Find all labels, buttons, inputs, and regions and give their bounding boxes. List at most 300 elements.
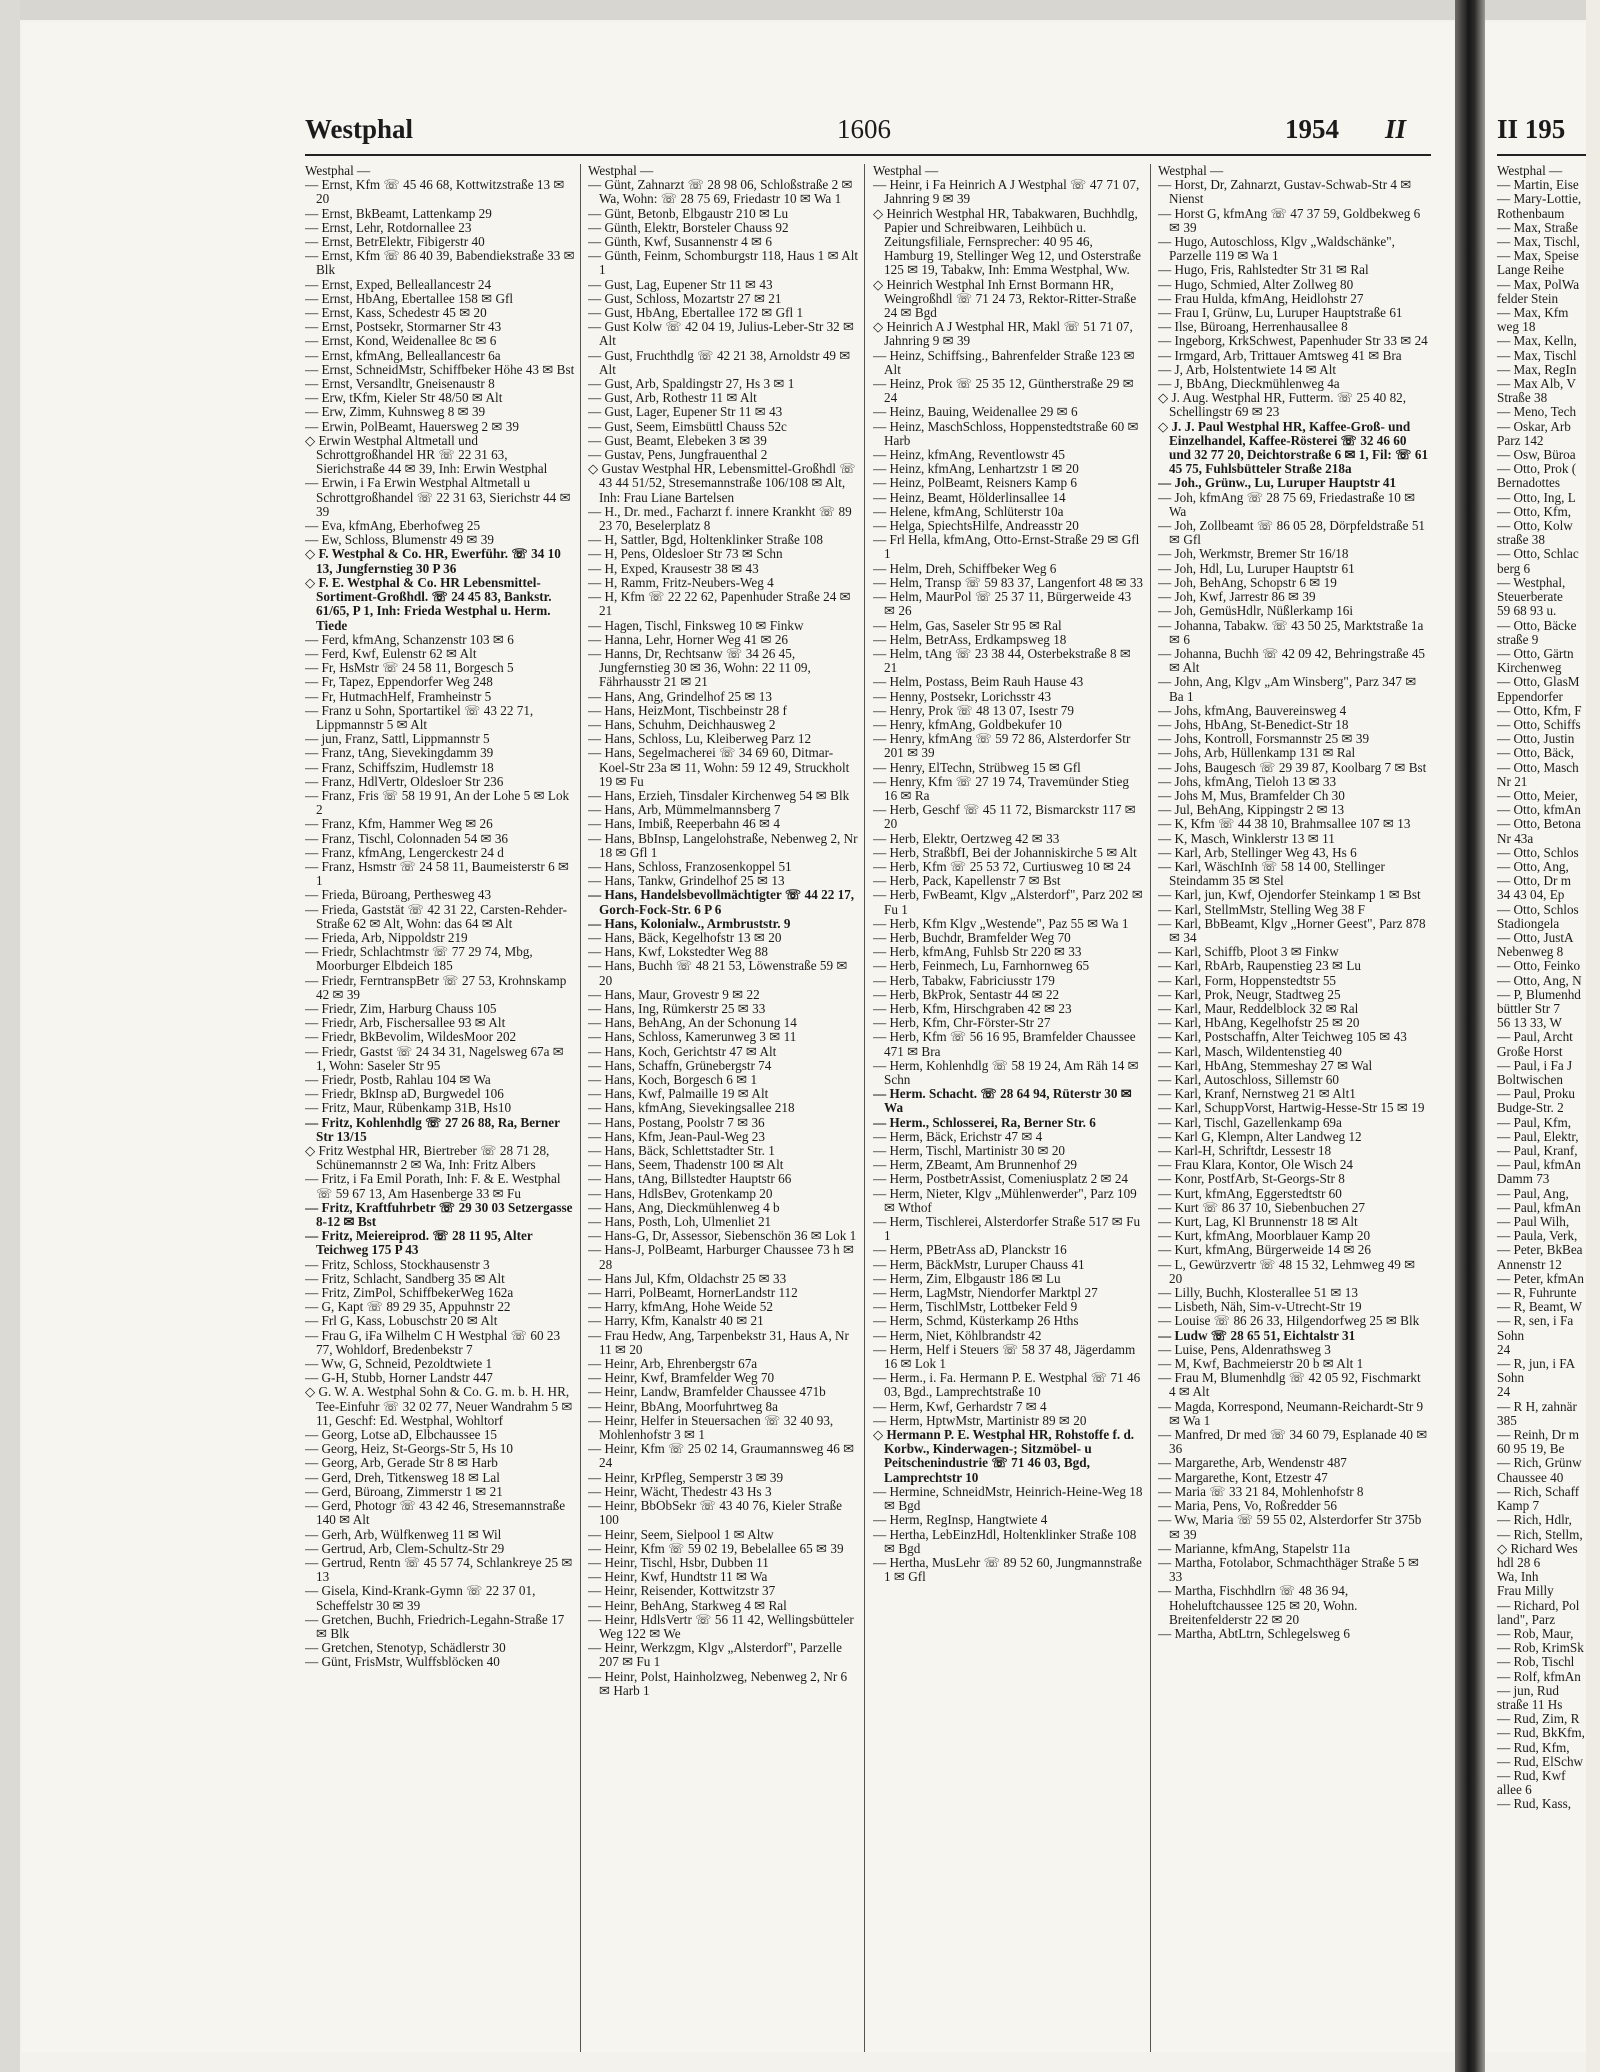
facing-page-entry: 385 bbox=[1497, 1412, 1517, 1428]
directory-entry: — Ernst, SchneidMstr, Schiffbeker Höhe 43 ✉ Bst bbox=[305, 361, 575, 377]
directory-entry: — Heinz, Schiffsing., Bahrenfelder Straße 123 ✉ Alt bbox=[873, 347, 1135, 377]
directory-entry: ◇ G. W. A. Westphal Sohn & Co. G. m. b. H. HR, Tee-Einfuhr ☏ 32 02 77, Neuer Wandrahm 5 ✉ 11, Geschf: Ed. Westphal, Wohltorf bbox=[305, 1384, 573, 1428]
directory-entry: — Hans, Schloss, Franzosenkoppel 51 bbox=[588, 858, 792, 874]
directory-entry: — Herm, Tischlerei, Alsterdorfer Straße 517 ✉ Fu 1 bbox=[873, 1214, 1141, 1244]
directory-entry: ◇ Fritz Westphal HR, Biertreber ☏ 28 71 28, Schünemannstr 2 ✉ Wa, Inh: Fritz Albers bbox=[305, 1143, 550, 1173]
facing-page-entry: — R, sen, i Fa bbox=[1497, 1313, 1574, 1329]
facing-page-entry: — Rud, Kwf bbox=[1497, 1767, 1566, 1783]
facing-page-entry: straße 9 bbox=[1497, 631, 1539, 647]
directory-entry: — H, Pens, Oldesloer Str 73 ✉ Schn bbox=[588, 546, 783, 562]
facing-page-rule bbox=[1497, 154, 1586, 156]
directory-entry: — Heinr, Tischl, Hsbr, Dubben 11 bbox=[588, 1554, 769, 1570]
directory-entry: — Georg, Arb, Gerade Str 8 ✉ Harb bbox=[305, 1455, 498, 1471]
header-page-number: 1606 bbox=[837, 114, 891, 144]
directory-entry: — John, Ang, Klgv „Am Winsberg", Parz 347 ✉ Ba 1 bbox=[1158, 674, 1417, 704]
directory-entry: — Friedr, Gastst ☏ 24 34 31, Nagelsweg 67a ✉ 1, Wohn: Saseler Str 95 bbox=[305, 1043, 564, 1073]
column-divider bbox=[1150, 164, 1151, 2052]
facing-page-entry: Stadiongela bbox=[1497, 915, 1560, 931]
directory-entry: — Herb, Kfm Klgv „Westende", Paz 55 ✉ Wa 1 bbox=[873, 915, 1129, 931]
directory-entry: — Günth, Feinm, Schomburgstr 118, Haus 1 ✉ Alt 1 bbox=[588, 248, 859, 278]
directory-entry: — Hans, BehAng, An der Schonung 14 bbox=[588, 1015, 797, 1031]
directory-entry: — Herm, Kwf, Gerhardstr 7 ✉ 4 bbox=[873, 1398, 1047, 1414]
directory-entry: — Hans, Maur, Grovestr 9 ✉ 22 bbox=[588, 986, 760, 1002]
directory-entry: — Georg, Heiz, St-Georgs-Str 5, Hs 10 bbox=[305, 1441, 513, 1457]
directory-entry: — Hans, Koch, Gerichtstr 47 ✉ Alt bbox=[588, 1043, 777, 1059]
facing-page-entry: 56 13 33, W bbox=[1497, 1015, 1562, 1031]
facing-page-entry: berg 6 bbox=[1497, 560, 1531, 576]
directory-entry: — Ernst, Kond, Weidenallee 8c ✉ 6 bbox=[305, 333, 497, 349]
directory-entry: — Gust, Lager, Eupener Str 11 ✉ 43 bbox=[588, 404, 783, 420]
directory-entry: — Joh, GemüsHdlr, Nüßlerkamp 16i bbox=[1158, 603, 1354, 619]
directory-entry: — Frau Hulda, kfmAng, Heidlohstr 27 bbox=[1158, 290, 1364, 306]
facing-page-entry: allee 6 bbox=[1497, 1782, 1532, 1798]
directory-entry: — Hans, Schloss, Lu, Kleiberweg Parz 12 bbox=[588, 731, 812, 747]
directory-entry: — Günt, FrisMstr, Wulffsblöcken 40 bbox=[305, 1654, 500, 1670]
directory-entry: — Hanna, Lehr, Horner Weg 41 ✉ 26 bbox=[588, 631, 789, 647]
directory-entry: — Irmgard, Arb, Trittauer Amtsweg 41 ✉ Bra bbox=[1158, 347, 1402, 363]
directory-entry: — Ludw ☏ 28 65 51, Eichtalstr 31 bbox=[1158, 1327, 1356, 1343]
directory-entry: — Frl Hella, kfmAng, Otto-Ernst-Straße 29 ✉ Gfl 1 bbox=[873, 532, 1140, 562]
facing-page-entry: — Max, Kfm bbox=[1497, 305, 1569, 321]
directory-entry: ◇ F. E. Westphal & Co. HR Lebensmittel-Sortiment-Großhdl. ☏ 24 45 83, Bankstr. 61/65, P 1, Inh: Frieda Westphal u. Herm. Tiede bbox=[305, 574, 552, 633]
directory-entry: — Kurt ☏ 86 37 10, Siebenbuchen 27 bbox=[1158, 1199, 1365, 1215]
directory-entry: — Erwin, i Fa Erwin Westphal Altmetall u Schrottgroßhandel ☏ 22 31 63, Sierichstr 44 ✉ 39 bbox=[305, 475, 571, 519]
facing-page-entry: Sohn bbox=[1497, 1327, 1525, 1343]
directory-entry: — Joh, Hdl, Lu, Luruper Hauptstr 61 bbox=[1158, 560, 1355, 576]
directory-entry: — Johs, kfmAng, Tieloh 13 ✉ 33 bbox=[1158, 773, 1337, 789]
facing-page-entry: Kirchenweg bbox=[1497, 660, 1562, 676]
facing-page-entry: — Max, RegIn bbox=[1497, 361, 1577, 377]
directory-entry: — Herm, Bäck, Erichstr 47 ✉ 4 bbox=[873, 1128, 1043, 1144]
facing-page-entry: Nr 43a bbox=[1497, 830, 1534, 846]
directory-entry: ◇ Gustav Westphal HR, Lebensmittel-Großhdl ☏ 43 44 51/52, Stresemannstraße 106/108 ✉ Alt, Inh: Frau Liane Bartelsen bbox=[588, 461, 856, 505]
header-volume: II bbox=[1385, 114, 1407, 144]
facing-page-entry: — Otto, Kfm, bbox=[1497, 503, 1571, 519]
directory-entry: — Franz, Schiffszim, Hudlemstr 18 bbox=[305, 759, 494, 775]
directory-entry: — Hans, Erzieh, Tinsdaler Kirchenweg 54 ✉ Blk bbox=[588, 787, 850, 803]
directory-entry: — Gust, Seem, Eimsbüttl Chauss 52c bbox=[588, 418, 787, 434]
facing-page-entry: — Otto, Betona bbox=[1497, 816, 1581, 832]
facing-page-entry: — Paul, kfmAn bbox=[1497, 1199, 1581, 1215]
directory-entry: — Ww, G, Schneid, Pezoldtwiete 1 bbox=[305, 1356, 493, 1372]
facing-page-entry: Sohn bbox=[1497, 1370, 1525, 1386]
directory-entry: — Herb, FwBeamt, Klgv „Alsterdorf", Parz 202 ✉ Fu 1 bbox=[873, 887, 1143, 917]
directory-entry: — Hans, Schloss, Kamerunweg 3 ✉ 11 bbox=[588, 1029, 797, 1045]
facing-page-entry: — Otto, Schlos bbox=[1497, 844, 1579, 860]
directory-entry: — Herm, PostbetrAssist, Comeniusplatz 2 ✉ 24 bbox=[873, 1171, 1129, 1187]
facing-page-entry: — Otto, Dr m bbox=[1497, 873, 1571, 889]
directory-entry: — Heinr, BbAng, Moorfuhrtweg 8a bbox=[588, 1398, 778, 1414]
directory-entry: — Fritz, Schloss, Stockhausenstr 3 bbox=[305, 1256, 490, 1272]
directory-entry: — Joh, Werkmstr, Bremer Str 16/18 bbox=[1158, 546, 1349, 562]
facing-page-entry: — Paul Wilh, bbox=[1497, 1214, 1570, 1230]
directory-entry: — Helm, BetrAss, Erdkampsweg 18 bbox=[873, 631, 1067, 647]
directory-entry: — Franz, tAng, Sievekingdamm 39 bbox=[305, 745, 494, 761]
facing-page-entry: — R H, zahnär bbox=[1497, 1398, 1577, 1414]
directory-entry: — Karl, RbArb, Raupenstieg 23 ✉ Lu bbox=[1158, 958, 1361, 974]
directory-entry: — Gerd, Photogr ☏ 43 42 46, Stresemannstraße 140 ✉ Alt bbox=[305, 1498, 566, 1528]
directory-entry: — Hans, Kolonialw., Armbruststr. 9 bbox=[588, 915, 791, 931]
directory-entry: — Helm, Transp ☏ 59 83 37, Langenfort 48 ✉ 33 bbox=[873, 574, 1144, 590]
directory-entry: — Ilse, Büroang, Herrenhausallee 8 bbox=[1158, 319, 1348, 335]
directory-entry: — Gust, Fruchthdlg ☏ 42 21 38, Arnoldstr 49 ✉ Alt bbox=[588, 347, 851, 377]
directory-entry: — Hans, BbInsp, Langelohstraße, Nebenweg 2, Nr 18 ✉ Gfl 1 bbox=[588, 830, 858, 860]
directory-entry: — Herm, LagMstr, Niendorfer Marktpl 27 bbox=[873, 1285, 1098, 1301]
directory-entry: — H., Dr. med., Facharzt f. innere Krankht ☏ 89 23 70, Beselerplatz 8 bbox=[588, 503, 852, 534]
facing-page-entry: Annenstr 12 bbox=[1497, 1256, 1562, 1272]
directory-entry: — Herm, BäckMstr, Luruper Chauss 41 bbox=[873, 1256, 1085, 1272]
directory-entry: — Henny, Postsekr, Lorichsstr 43 bbox=[873, 688, 1052, 704]
directory-entry: — Karl, Schiffb, Ploot 3 ✉ Finkw bbox=[1158, 944, 1339, 960]
directory-entry: — Frau Hedw, Ang, Tarpenbekstr 31, Haus A, Nr 11 ✉ 20 bbox=[588, 1327, 849, 1357]
facing-page-entry: — Rolf, kfmAn bbox=[1497, 1668, 1581, 1684]
facing-page-entry: — Otto, Kfm, F bbox=[1497, 702, 1582, 718]
directory-entry: — Hertha, MusLehr ☏ 89 52 60, Jungmannstraße 1 ✉ Gfl bbox=[873, 1554, 1142, 1585]
directory-entry: — Frieda, Büroang, Perthesweg 43 bbox=[305, 887, 492, 903]
directory-entry: — Heinr, Landw, Bramfelder Chaussee 471b bbox=[588, 1384, 826, 1400]
directory-entry: — Karl, Masch, Wildentenstieg 40 bbox=[1158, 1043, 1342, 1059]
directory-entry: — Fritz, Kohlenhdlg ☏ 27 26 88, Ra, Berner Str 13/15 bbox=[305, 1114, 560, 1144]
facing-page-entry: — Paul, Archt bbox=[1497, 1029, 1573, 1045]
directory-entry: — Jul, BehAng, Kippingstr 2 ✉ 13 bbox=[1158, 802, 1345, 818]
facing-page-entry: — Paul, i Fa J bbox=[1497, 1057, 1573, 1073]
directory-entry: — Franz u Sohn, Sportartikel ☏ 43 22 71, Lippmannstr 5 ✉ Alt bbox=[305, 702, 534, 732]
directory-entry: — Karl, WäschInh ☏ 58 14 00, Stellinger Steindamm 35 ✉ Stel bbox=[1158, 858, 1385, 889]
facing-page-entry: land", Parz bbox=[1497, 1611, 1556, 1627]
facing-page-entry: — Rob, Maur, bbox=[1497, 1625, 1574, 1641]
directory-entry: — Heinz, Bauing, Weidenallee 29 ✉ 6 bbox=[873, 404, 1078, 420]
directory-entry: — Fr, HutmachHelf, Framheinstr 5 bbox=[305, 688, 492, 704]
directory-entry: — Herm, PBetrAss aD, Planckstr 16 bbox=[873, 1242, 1067, 1258]
facing-page-entry: — R, Beamt, W bbox=[1497, 1299, 1583, 1315]
facing-page-entry: — Reinh, Dr m bbox=[1497, 1427, 1580, 1443]
directory-entry: — Gretchen, Stenotyp, Schädlerstr 30 bbox=[305, 1640, 506, 1656]
directory-entry: — Fr, Tapez, Eppendorfer Weg 248 bbox=[305, 674, 493, 690]
directory-entry: — Kurt, kfmAng, Bürgerweide 14 ✉ 26 bbox=[1158, 1242, 1371, 1258]
facing-page-entry: — Rud, BkKfm, bbox=[1497, 1725, 1585, 1741]
facing-page-entry: Damm 73 bbox=[1497, 1171, 1550, 1187]
directory-entry: — Karl, Arb, Stellinger Weg 43, Hs 6 bbox=[1158, 844, 1357, 860]
directory-entry: — Harri, PolBeamt, HornerLandstr 112 bbox=[588, 1285, 798, 1301]
column-head: Westphal — bbox=[305, 164, 371, 178]
directory-entry: — Helm, MaurPol ☏ 25 37 11, Bürgerweide 43 ✉ 26 bbox=[873, 589, 1132, 619]
directory-entry: — Helm, tAng ☏ 23 38 44, Osterbekstraße 8 ✉ 21 bbox=[873, 645, 1131, 676]
directory-entry: — Hans, Imbiß, Reeperbahn 46 ✉ 4 bbox=[588, 816, 780, 832]
directory-entry: — Frau M, Blumenhdlg ☏ 42 05 92, Fischmarkt 4 ✉ Alt bbox=[1158, 1370, 1421, 1400]
directory-entry: — Joh, kfmAng ☏ 28 75 69, Friedastraße 10 ✉ Wa bbox=[1158, 489, 1416, 519]
directory-entry: — Konr, PostfArb, St-Georgs-Str 8 bbox=[1158, 1171, 1345, 1187]
directory-entry: — Herb, Kfm, Hirschgraben 42 ✉ 23 bbox=[873, 1000, 1072, 1016]
directory-entry: — Ww, Maria ☏ 59 55 02, Alsterdorfer Str 375b ✉ 39 bbox=[1158, 1512, 1422, 1542]
directory-entry: — Günt, Betonb, Elbgaustr 210 ✉ Lu bbox=[588, 205, 789, 221]
facing-page-entry: — Rich, Grünw bbox=[1497, 1455, 1582, 1471]
directory-entry: — Herb, BkProk, Sentastr 44 ✉ 22 bbox=[873, 986, 1060, 1002]
directory-entry: — Heinz, PolBeamt, Reisners Kamp 6 bbox=[873, 475, 1078, 491]
facing-page-entry: — Rich, Schaff bbox=[1497, 1483, 1580, 1499]
facing-page-entry: Westphal — bbox=[1497, 163, 1563, 178]
directory-entry: — Joh, Kwf, Jarrestr 86 ✉ 39 bbox=[1158, 589, 1316, 605]
directory-entry: — Hagen, Tischl, Finksweg 10 ✉ Finkw bbox=[588, 617, 804, 633]
directory-entry: — Hermine, SchneidMstr, Heinrich-Heine-Weg 18 ✉ Bgd bbox=[873, 1483, 1143, 1514]
directory-entry: — Marianne, kfmAng, Stapelstr 11a bbox=[1158, 1540, 1351, 1556]
directory-entry: — Ernst, BkBeamt, Lattenkamp 29 bbox=[305, 205, 492, 221]
directory-entry: — Gerd, Dreh, Titkensweg 18 ✉ Lal bbox=[305, 1469, 500, 1485]
directory-entry: — Fritz, i Fa Emil Porath, Inh: F. & E. Westphal ☏ 59 67 13, Am Hasenberge 33 ✉ Fu bbox=[305, 1171, 561, 1201]
directory-entry: — J, Arb, Holstentwiete 14 ✉ Alt bbox=[1158, 361, 1337, 377]
directory-entry: — Günth, Elektr, Borsteler Chauss 92 bbox=[588, 219, 789, 235]
directory-entry: — Ernst, Kass, Schedestr 45 ✉ 20 bbox=[305, 305, 487, 321]
facing-page-entry: — Otto, Ang, bbox=[1497, 858, 1569, 874]
directory-entry: — Herb, Kfm ☏ 56 16 95, Bramfelder Chaussee 471 ✉ Bra bbox=[873, 1029, 1136, 1059]
directory-entry: — Henry, ElTechn, Strübweg 15 ✉ Gfl bbox=[873, 759, 1081, 775]
directory-entry: — Heinr, i Fa Heinrich A J Westphal ☏ 47 71 07, Jahnring 9 ✉ 39 bbox=[873, 177, 1140, 207]
directory-entry: — jun, Franz, Sattl, Lippmannstr 5 bbox=[305, 731, 490, 747]
facing-page-entry: — Oskar, Arb bbox=[1497, 418, 1571, 434]
facing-page-entry: — Paula, Verk, bbox=[1497, 1228, 1578, 1244]
directory-entry: — Herm, Niet, Köhlbrandstr 42 bbox=[873, 1327, 1042, 1343]
directory-entry: — Herm., i. Fa. Hermann P. E. Westphal ☏ 71 46 03, Bgd., Lamprechtstraße 10 bbox=[873, 1370, 1141, 1400]
directory-entry: — Hans, Schuhm, Deichhausweg 2 bbox=[588, 716, 776, 732]
directory-entry: — Heinr, BehAng, Starkweg 4 ✉ Ral bbox=[588, 1597, 787, 1613]
facing-page-entry: Chaussee 40 bbox=[1497, 1469, 1564, 1485]
directory-entry: — Horst, Dr, Zahnarzt, Gustav-Schwab-Str 4 ✉ Nienst bbox=[1158, 177, 1412, 207]
directory-entry: — Hans, Seem, Thadenstr 100 ✉ Alt bbox=[588, 1157, 784, 1173]
directory-entry: — Heinr, Seem, Sielpool 1 ✉ Altw bbox=[588, 1526, 774, 1542]
facing-page-entry: straße 38 bbox=[1497, 532, 1545, 548]
directory-entry: — Ferd, kfmAng, Schanzenstr 103 ✉ 6 bbox=[305, 631, 514, 647]
directory-entry: — Lisbeth, Näh, Sim-v-Utrecht-Str 19 bbox=[1158, 1299, 1362, 1315]
facing-page-entry: — Max, Tischl, bbox=[1497, 234, 1580, 250]
directory-entry: ◇ Erwin Westphal Altmetall und Schrottgroßhandel HR ☏ 22 31 63, Sierichstraße 44 ✉ 39, Inh: Erwin Westphal bbox=[305, 432, 548, 477]
directory-entry: — Frieda, Gaststät ☏ 42 31 22, Carsten-Rehder-Straße 62 ✉ Alt, Wohn: das 64 ✉ Alt bbox=[305, 901, 567, 931]
facing-page-entry: — Max, Tischl bbox=[1497, 347, 1577, 363]
directory-entry: — Harry, Kfm, Kanalstr 40 ✉ 21 bbox=[588, 1313, 764, 1329]
directory-entry: — Fritz, Schlacht, Sandberg 35 ✉ Alt bbox=[305, 1270, 505, 1286]
directory-page bbox=[22, 22, 1454, 2052]
facing-page-entry: 59 68 93 u. bbox=[1497, 603, 1557, 619]
directory-entry: ◇ J. Aug. Westphal HR, Futterm. ☏ 25 40 82, Schellingstr 69 ✉ 23 bbox=[1158, 390, 1407, 420]
facing-page-entry: — Otto, Ang, N bbox=[1497, 972, 1582, 988]
directory-entry: — Franz, Hsmstr ☏ 24 58 11, Baumeisterstr 6 ✉ 1 bbox=[305, 858, 570, 889]
directory-entry: — Karl, Form, Hoppenstedtstr 55 bbox=[1158, 972, 1337, 988]
directory-entry: — Gertrud, Rentn ☏ 45 57 74, Schlankreye 25 ✉ 13 bbox=[305, 1554, 573, 1585]
directory-entry: — Gust, HbAng, Ebertallee 172 ✉ Gfl 1 bbox=[588, 305, 804, 321]
directory-entry: — Herm, Helf i Steuers ☏ 58 37 48, Jägerdamm 16 ✉ Lok 1 bbox=[873, 1341, 1136, 1372]
directory-entry: — Hans, Posth, Loh, Ulmenliet 21 bbox=[588, 1214, 772, 1230]
directory-entry: — Gust, Beamt, Elebeken 3 ✉ 39 bbox=[588, 432, 767, 448]
directory-entry: ◇ Heinrich Westphal HR, Tabakwaren, Buchhdlg, Papier und Schreibwaren, Leihbüch u. Zeitungsfiliale, Fernsprecher: 40 95 46, Hamburg 19, Stellinger Weg 12, und Osterstraße 125 ✉ 19, Tabakw, Inh: Emma Westphal, Ww. bbox=[873, 205, 1142, 278]
facing-page-entry: Nebenweg 8 bbox=[1497, 944, 1564, 960]
directory-entry: — Heinr, Wächt, Thedestr 43 Hs 3 bbox=[588, 1483, 772, 1499]
directory-entry: — Heinr, Kfm ☏ 25 02 14, Graumannsweg 46 ✉ 24 bbox=[588, 1441, 855, 1471]
directory-entry: — Hugo, Schmied, Alter Zollweg 80 bbox=[1158, 276, 1354, 292]
facing-page-entry: straße 11 Hs bbox=[1497, 1696, 1563, 1712]
directory-entry: — Gerh, Arb, Wülfkenweg 11 ✉ Wil bbox=[305, 1526, 502, 1542]
directory-entry: — Friedr, BkInsp aD, Burgwedel 106 bbox=[305, 1086, 504, 1102]
facing-page-entry: — Otto, Gärtn bbox=[1497, 645, 1574, 661]
directory-entry: ◇ Heinrich Westphal Inh Ernst Bormann HR, Weingroßhdl ☏ 71 24 73, Rektor-Ritter-Straße 24 ✉ Bgd bbox=[873, 276, 1137, 321]
facing-page-entry: — Paul, Kfm, bbox=[1497, 1114, 1571, 1130]
facing-page-entry: Kamp 7 bbox=[1497, 1498, 1540, 1514]
directory-entry: — Johs, HbAng, St-Benedict-Str 18 bbox=[1158, 716, 1349, 732]
directory-entry: — Fritz, Maur, Rübenkamp 31B, Hs10 bbox=[305, 1100, 512, 1116]
directory-entry: — Frau I, Grünw, Lu, Luruper Hauptstraße 61 bbox=[1158, 305, 1403, 321]
directory-entry: — Hans, Koch, Borgesch 6 ✉ 1 bbox=[588, 1072, 758, 1087]
directory-entry: — Margarethe, Arb, Wendenstr 487 bbox=[1158, 1455, 1347, 1471]
facing-page-entry: felder Stein bbox=[1497, 290, 1559, 306]
facing-page-entry: — Peter, BkBea bbox=[1497, 1242, 1583, 1258]
directory-entry: — Ew, Schloss, Blumenstr 49 ✉ 39 bbox=[305, 532, 494, 548]
directory-entry: — Heinz, kfmAng, Reventlowstr 45 bbox=[873, 447, 1065, 463]
directory-entry: — Martha, Fischhdlrn ☏ 48 36 94, Hoheluftchaussee 125 ✉ 20, Wohn. Breitenfelderstr 22 ✉ 20 bbox=[1158, 1583, 1358, 1627]
directory-entry: — Karl, Autoschloss, Sillemstr 60 bbox=[1158, 1072, 1339, 1087]
directory-entry: — Henry, kfmAng ☏ 59 72 86, Alsterdorfer Str 201 ✉ 39 bbox=[873, 731, 1131, 761]
facing-page-entry: Bernadottes bbox=[1497, 475, 1560, 491]
column-divider bbox=[864, 164, 865, 2052]
directory-entry: — Heinz, MaschSchloss, Hoppenstedtstraße 60 ✉ Harb bbox=[873, 418, 1139, 448]
directory-entry: — Franz, Kfm, Hammer Weg ✉ 26 bbox=[305, 816, 493, 832]
facing-page-entry: — Rud, Kfm, bbox=[1497, 1739, 1570, 1755]
facing-page-entry: — Paul, Kranf, bbox=[1497, 1143, 1578, 1159]
facing-page-entry: — Otto, kfmAn bbox=[1497, 802, 1581, 818]
directory-entry: — Hans, Kfm, Jean-Paul-Weg 23 bbox=[588, 1128, 765, 1144]
directory-entry: — Heinr, Kwf, Bramfelder Weg 70 bbox=[588, 1370, 775, 1386]
directory-entry: — Hans, Kwf, Lokstedter Weg 88 bbox=[588, 944, 768, 960]
directory-entry: — Karl-H, Schriftdr, Lessestr 18 bbox=[1158, 1143, 1332, 1159]
directory-entry: — Karl, HbAng, Kegelhofstr 25 ✉ 20 bbox=[1158, 1015, 1360, 1031]
facing-page-entry: 24 bbox=[1497, 1341, 1511, 1357]
facing-page-entry: — Otto, Ing, L bbox=[1497, 489, 1576, 505]
directory-entry: — Manfred, Dr med ☏ 34 60 79, Esplanade 40 ✉ 36 bbox=[1158, 1427, 1428, 1457]
directory-entry: — Gustav, Pens, Jungfrauenthal 2 bbox=[588, 447, 768, 463]
directory-entry: — Herb, Feinmech, Lu, Farnhornweg 65 bbox=[873, 958, 1090, 974]
facing-page-entry: — R, Fuhrunte bbox=[1497, 1285, 1577, 1301]
facing-page-header: II 195 bbox=[1497, 114, 1566, 144]
facing-page-entry: — Otto, Meier, bbox=[1497, 787, 1578, 803]
directory-entry: — Eva, kfmAng, Eberhofweg 25 bbox=[305, 518, 481, 534]
directory-entry: — Hans, Tankw, Grindelhof 25 ✉ 13 bbox=[588, 873, 785, 889]
header-rule bbox=[305, 154, 1431, 156]
directory-entry: — H, Ramm, Fritz-Neubers-Weg 4 bbox=[588, 574, 774, 590]
directory-entry: — Karl, SchuppVorst, Hartwig-Hesse-Str 15 ✉ 19 bbox=[1158, 1100, 1425, 1116]
directory-entry: — Johs M, Mus, Bramfelder Ch 30 bbox=[1158, 787, 1345, 803]
directory-entry: — Heinr, Reisender, Kottwitzstr 37 bbox=[588, 1583, 776, 1599]
page-header bbox=[305, 104, 1435, 144]
facing-page-entry: — Otto, Justin bbox=[1497, 731, 1575, 747]
directory-entry: — Hans, Ing, Rümkerstr 25 ✉ 33 bbox=[588, 1000, 766, 1016]
directory-entry: — Fritz, ZimPol, SchiffbekerWeg 162a bbox=[305, 1285, 514, 1301]
directory-entry: — Gerd, Büroang, Zimmerstr 1 ✉ 21 bbox=[305, 1483, 503, 1499]
directory-entry: — Hans, Bäck, Kegelhofstr 13 ✉ 20 bbox=[588, 929, 782, 945]
column-head: Westphal — bbox=[1158, 164, 1224, 178]
directory-entry: — Hertha, LebEinzHdl, Holtenklinker Straße 108 ✉ Bgd bbox=[873, 1526, 1137, 1556]
facing-page-entry: — Otto, Schlac bbox=[1497, 546, 1579, 562]
directory-entry: — Kurt, kfmAng, Eggerstedtstr 60 bbox=[1158, 1185, 1342, 1201]
directory-entry: — Johs, Baugesch ☏ 29 39 87, Koolbarg 7 ✉ Bst bbox=[1158, 759, 1427, 775]
directory-entry: — Heinr, KrPfleg, Semperstr 3 ✉ 39 bbox=[588, 1469, 784, 1485]
directory-entry: — Fritz, Kraftfuhrbetr ☏ 29 30 03 Setzergasse 8-12 ✉ Bst bbox=[305, 1199, 573, 1230]
directory-entry: — Ernst, HbAng, Ebertallee 158 ✉ Gfl bbox=[305, 290, 514, 306]
directory-entry: — Helene, kfmAng, Schlüterstr 10a bbox=[873, 503, 1064, 519]
directory-entry: — Magda, Korrespond, Neumann-Reichardt-Str 9 ✉ Wa 1 bbox=[1158, 1398, 1424, 1428]
directory-entry: — Helm, Postass, Beim Rauh Hause 43 bbox=[873, 674, 1084, 690]
facing-page-entry: weg 18 bbox=[1497, 319, 1536, 335]
directory-entry: — Ingeborg, KrkSchwest, Papenhuder Str 33 ✉ 24 bbox=[1158, 333, 1428, 349]
facing-page-entry: — Rud, Kass, bbox=[1497, 1796, 1571, 1812]
directory-entry: — M, Kwf, Bachmeierstr 20 b ✉ Alt 1 bbox=[1158, 1356, 1364, 1372]
directory-entry: — Herb, Buchdr, Bramfelder Weg 70 bbox=[873, 929, 1071, 945]
directory-entry: — Frieda, Arb, Nippoldstr 219 bbox=[305, 929, 468, 945]
directory-entry: — Hans, Segelmacherei ☏ 34 69 60, Ditmar-Koel-Str 23a ✉ 11, Wohn: 59 12 49, Struckholt 19 ✉ Fu bbox=[588, 745, 850, 789]
directory-entry: — Heinr, Arb, Ehrenbergstr 67a bbox=[588, 1356, 758, 1372]
facing-page-entry: — Otto, Kolw bbox=[1497, 518, 1573, 534]
directory-entry: — Margarethe, Kont, Etzestr 47 bbox=[1158, 1469, 1328, 1485]
directory-entry: — Ferd, Kwf, Eulenstr 62 ✉ Alt bbox=[305, 645, 477, 661]
directory-entry: — Herm, Nieter, Klgv „Mühlenwerder", Parz 109 ✉ Wthof bbox=[873, 1185, 1137, 1215]
directory-entry: — Hans, tAng, Billstedter Hauptstr 66 bbox=[588, 1171, 792, 1187]
facing-page-entry: Lange Reihe bbox=[1497, 262, 1565, 278]
facing-page-entry: büttler Str 7 bbox=[1497, 1000, 1561, 1016]
directory-entry: — Hans Jul, Kfm, Oldachstr 25 ✉ 33 bbox=[588, 1270, 787, 1286]
directory-entry: — Franz, HdlVertr, Oldesloer Str 236 bbox=[305, 773, 504, 789]
facing-page-entry: 34 43 04, Ep bbox=[1497, 887, 1565, 903]
directory-entry: — Luise, Pens, Aldenrathsweg 3 bbox=[1158, 1341, 1331, 1357]
book-spine-gutter bbox=[1455, 0, 1485, 2072]
directory-entry: — Herb, Pack, Kapellenstr 7 ✉ Bst bbox=[873, 873, 1061, 889]
facing-page-entry: — jun, Rud bbox=[1497, 1682, 1559, 1698]
directory-entry: — Friedr, Zim, Harburg Chauss 105 bbox=[305, 1000, 497, 1016]
facing-page-entry: — Richard, Pol bbox=[1497, 1597, 1580, 1613]
facing-page-entry: Rothenbaum bbox=[1497, 205, 1565, 221]
facing-page-entry: — Max, Straße bbox=[1497, 219, 1578, 235]
directory-entry: — Gust, Arb, Rothestr 11 ✉ Alt bbox=[588, 390, 757, 406]
facing-page-entry: — Westphal, bbox=[1497, 574, 1566, 590]
directory-entry: — Hans, Ang, Dieckmühlenweg 4 b bbox=[588, 1199, 780, 1215]
facing-page-entry: Budge-Str. 2 bbox=[1497, 1100, 1564, 1116]
directory-entry: — Friedr, Schlachtmstr ☏ 77 29 74, Mbg, Moorburger Elbdeich 185 bbox=[305, 944, 533, 974]
directory-entry: — Ernst, Lehr, Rotdornallee 23 bbox=[305, 219, 472, 235]
facing-page-entry: — Rich, Stellm, bbox=[1497, 1526, 1583, 1542]
facing-page-entry: — Otto, Schlos bbox=[1497, 901, 1579, 917]
directory-entry: — G-H, Stubb, Horner Landstr 447 bbox=[305, 1370, 493, 1386]
scan-border-left bbox=[0, 0, 20, 2072]
facing-page-column bbox=[1497, 164, 1586, 1812]
directory-entry: — Karl, Prok, Neugr, Stadtweg 25 bbox=[1158, 986, 1341, 1002]
facing-page-entry: — Rud, Zim, R bbox=[1497, 1711, 1580, 1727]
facing-page-entry: — Otto, GlasM bbox=[1497, 674, 1580, 690]
directory-entry: — Karl, Tischl, Gazellenkamp 69a bbox=[1158, 1114, 1342, 1130]
directory-entry: — Hans-G, Dr, Assessor, Siebenschön 36 ✉ Lok 1 bbox=[588, 1228, 857, 1244]
directory-entry: — Hans, Ang, Grindelhof 25 ✉ 13 bbox=[588, 688, 772, 704]
facing-page-entry: — Otto, Schiffs bbox=[1497, 716, 1581, 732]
facing-page-entry: Wa, Inh bbox=[1497, 1569, 1539, 1585]
directory-entry: — Harry, kfmAng, Hohe Weide 52 bbox=[588, 1299, 773, 1315]
facing-page-entry: — Paul, Elektr, bbox=[1497, 1128, 1579, 1144]
directory-entry: — Friedr, Arb, Fischersallee 93 ✉ Alt bbox=[305, 1015, 506, 1031]
directory-entry: — Ernst, kfmAng, Belleallancestr 6a bbox=[305, 347, 501, 363]
directory-entry: — H, Exped, Krausestr 38 ✉ 43 bbox=[588, 560, 759, 576]
directory-entry: — Heinr, Polst, Hainholzweg, Nebenweg 2, Nr 6 ✉ Harb 1 bbox=[588, 1668, 848, 1698]
facing-page-entry: Nr 21 bbox=[1497, 773, 1528, 789]
directory-entry: — Ernst, Exped, Belleallancestr 24 bbox=[305, 276, 492, 292]
directory-entry: — Frl G, Kass, Lobuschstr 20 ✉ Alt bbox=[305, 1313, 498, 1329]
directory-entry: — Frau Klara, Kontor, Ole Wisch 24 bbox=[1158, 1157, 1354, 1173]
facing-page-entry: — Max, PolWa bbox=[1497, 276, 1580, 292]
directory-entry: — Herm. Schacht. ☏ 28 64 94, Rüterstr 30 ✉ Wa bbox=[873, 1086, 1132, 1116]
directory-entry: — Karl G, Klempn, Alter Landweg 12 bbox=[1158, 1128, 1362, 1144]
directory-entry: — Herm, Schmd, Küsterkamp 26 Hths bbox=[873, 1313, 1079, 1329]
facing-page-entry: — Max, Speise bbox=[1497, 248, 1579, 264]
